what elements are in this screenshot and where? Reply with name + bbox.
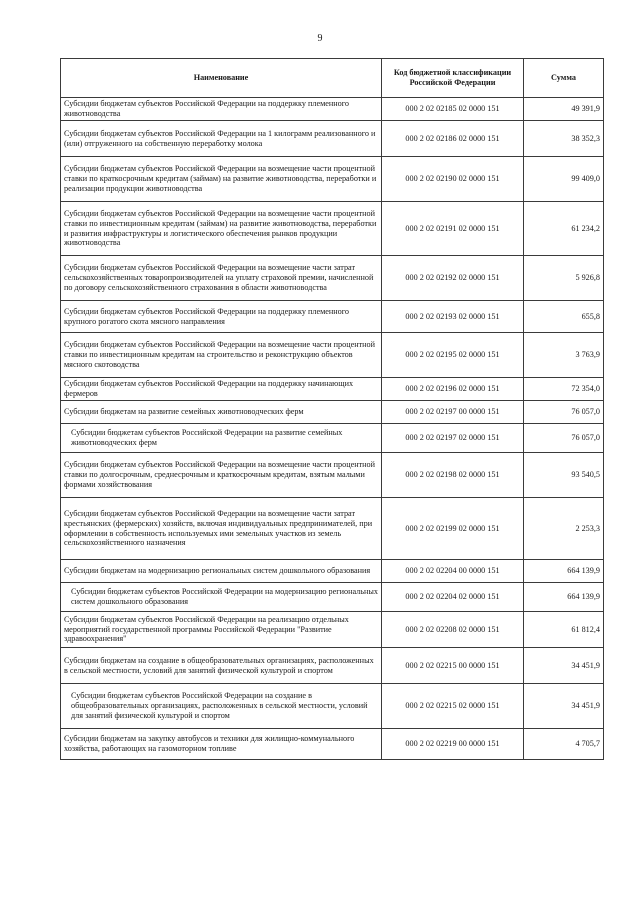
row-code: 000 2 02 02204 02 0000 151 [382, 583, 524, 612]
row-code: 000 2 02 02190 02 0000 151 [382, 157, 524, 202]
row-name: Субсидии бюджетам субъектов Российской Федерации на поддержку племенного животноводства [61, 98, 382, 121]
row-name: Субсидии бюджетам субъектов Российской Федерации на поддержку начинающих фермеров [61, 378, 382, 401]
table-row [61, 729, 604, 760]
row-name: Субсидии бюджетам субъектов Российской Федерации на возмещение части затрат сельскохозяйственных товаропроизводителей на уплату страховой премии, начисленной по договору сельскохозяйственного страхования в области животноводства [61, 256, 382, 301]
table-row [61, 498, 604, 560]
page-number: 9 [317, 33, 323, 44]
row-name: Субсидии бюджетам на создание в общеобразовательных организациях, расположенных в сельской местности, условий для занятий физической культурой и спортом [61, 648, 382, 684]
row-name: Субсидии бюджетам субъектов Российской Федерации на создание в общеобразовательных организациях, расположенных в сельской местности, условий для занятий физической культурой и спортом [61, 684, 382, 729]
row-sum: 655,8 [524, 301, 604, 333]
row-name: Субсидии бюджетам субъектов Российской Федерации на реализацию отдельных мероприятий государственной программы Российской Федерации "Развитие здравоохранения" [61, 612, 382, 648]
row-sum: 4 705,7 [524, 729, 604, 760]
table-row [61, 121, 604, 157]
row-sum: 72 354,0 [524, 378, 604, 401]
row-code: 000 2 02 02197 02 0000 151 [382, 424, 524, 453]
row-sum: 3 763,9 [524, 333, 604, 378]
row-name: Субсидии бюджетам на закупку автобусов и техники для жилищно-коммунального хозяйства, работающих на газомоторном топливе [61, 729, 382, 760]
table-row [61, 583, 604, 612]
row-code: 000 2 02 02197 00 0000 151 [382, 401, 524, 424]
row-sum: 38 352,3 [524, 121, 604, 157]
row-name: Субсидии бюджетам субъектов Российской Федерации на модернизацию региональных систем дошкольного образования [61, 583, 382, 612]
budget-table [60, 58, 604, 760]
row-code: 000 2 02 02196 02 0000 151 [382, 378, 524, 401]
row-name: Субсидии бюджетам субъектов Российской Федерации на 1 килограмм реализованного и (или) отгруженного на собственную переработку молока [61, 121, 382, 157]
header-sum: Сумма [524, 59, 604, 98]
row-code: 000 2 02 02198 02 0000 151 [382, 453, 524, 498]
table-row [61, 648, 604, 684]
row-code: 000 2 02 02199 02 0000 151 [382, 498, 524, 560]
row-name: Субсидии бюджетам субъектов Российской Федерации на развитие семейных животноводческих ферм [61, 424, 382, 453]
table-row [61, 333, 604, 378]
row-name: Субсидии бюджетам на модернизацию региональных систем дошкольного образования [61, 560, 382, 583]
row-code: 000 2 02 02204 00 0000 151 [382, 560, 524, 583]
row-code: 000 2 02 02193 02 0000 151 [382, 301, 524, 333]
row-name: Субсидии бюджетам субъектов Российской Федерации на возмещение части процентной ставки по инвестиционным кредитам на строительство и реконструкцию объектов мясного скотоводства [61, 333, 382, 378]
table-row [61, 256, 604, 301]
row-name: Субсидии бюджетам субъектов Российской Федерации на возмещение части процентной ставки по краткосрочным кредитам (займам) на развитие животноводства, переработки и реализации продукции животноводства [61, 157, 382, 202]
table-row [61, 401, 604, 424]
row-sum: 76 057,0 [524, 401, 604, 424]
row-code: 000 2 02 02208 02 0000 151 [382, 612, 524, 648]
table-row [61, 560, 604, 583]
header-name: Наименование [61, 59, 382, 98]
row-code: 000 2 02 02191 02 0000 151 [382, 202, 524, 256]
row-code: 000 2 02 02215 02 0000 151 [382, 684, 524, 729]
table-body [61, 98, 604, 760]
row-name: Субсидии бюджетам на развитие семейных животноводческих ферм [61, 401, 382, 424]
table-row [61, 301, 604, 333]
row-sum: 2 253,3 [524, 498, 604, 560]
row-sum: 99 409,0 [524, 157, 604, 202]
header-code: Код бюджетной классификации Российской Федерации [382, 59, 524, 98]
row-name: Субсидии бюджетам субъектов Российской Федерации на возмещение части процентной ставки по инвестиционным кредитам (займам) на развитие животноводства, переработки и развития инфраструктуры и логистического обеспечения рынков продукции животноводства [61, 202, 382, 256]
row-sum: 49 391,9 [524, 98, 604, 121]
row-code: 000 2 02 02185 02 0000 151 [382, 98, 524, 121]
table-row [61, 684, 604, 729]
table-row [61, 157, 604, 202]
row-name: Субсидии бюджетам субъектов Российской Федерации на возмещение части затрат крестьянских (фермерских) хозяйств, включая индивидуальных предпринимателей, при оформлении в собственность используемых ими земельных участков из земель сельскохозяйственного назначения [61, 498, 382, 560]
table-row [61, 378, 604, 401]
table-header-row [61, 59, 604, 98]
table-row [61, 98, 604, 121]
row-code: 000 2 02 02186 02 0000 151 [382, 121, 524, 157]
row-code: 000 2 02 02219 00 0000 151 [382, 729, 524, 760]
table-row [61, 202, 604, 256]
row-sum: 664 139,9 [524, 560, 604, 583]
row-code: 000 2 02 02195 02 0000 151 [382, 333, 524, 378]
row-sum: 34 451,9 [524, 648, 604, 684]
row-name: Субсидии бюджетам субъектов Российской Федерации на возмещение части процентной ставки по долгосрочным, среднесрочным и краткосрочным кредитам, взятым малыми формами хозяйствования [61, 453, 382, 498]
row-sum: 61 812,4 [524, 612, 604, 648]
table-row [61, 424, 604, 453]
row-sum: 664 139,9 [524, 583, 604, 612]
row-sum: 61 234,2 [524, 202, 604, 256]
row-sum: 93 540,5 [524, 453, 604, 498]
row-sum: 76 057,0 [524, 424, 604, 453]
row-code: 000 2 02 02192 02 0000 151 [382, 256, 524, 301]
table-row [61, 612, 604, 648]
row-name: Субсидии бюджетам субъектов Российской Федерации на поддержку племенного крупного рогатого скота мясного направления [61, 301, 382, 333]
row-code: 000 2 02 02215 00 0000 151 [382, 648, 524, 684]
table-row [61, 453, 604, 498]
row-sum: 5 926,8 [524, 256, 604, 301]
row-sum: 34 451,9 [524, 684, 604, 729]
